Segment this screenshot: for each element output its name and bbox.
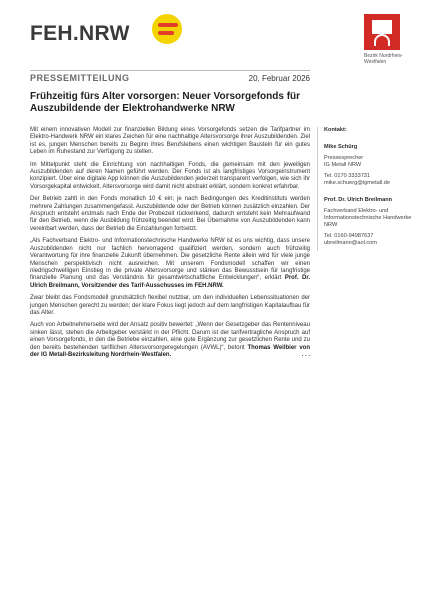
paragraph-6: [30, 322, 310, 359]
paragraph-3: Der Betrieb zahlt in den Fonds monatlich 10 € ein; je nach Bedingungen des Kreditinstituts werden mehrere Zahlungen zusammengefasst. Auszubildende oder der Betrieb können zusätzlich einzahlen. Der Anspruch entsteht erstmals nach Ende der Probezeit rückwirkend, dadurch entsteht kein Mehraufwand für den Betrieb, wenn die Ausbildung frühzeitig beendet wird. Bei Übernahme von Auszubildenden kann vereinbart werden, dass der Betrieb die Einzahlungen fortsetzt.: [30, 196, 310, 232]
quote2-attribution: Thomas Weilbier von der IG Metall-Bezirksleitung Nordrhein-Westfalen.: [30, 344, 310, 358]
paragraph-5: Zwar bleibt das Fondsmodell grundsätzlich flexibel nutzbar, um den individuellen Lebenssituationen der jungen Menschen gerecht zu werden; der klare Fokus liegt jedoch auf dem langfristigen Kapitalaufbau für das Alter.: [30, 295, 310, 316]
contact-1-role-line1: Pressesprecher: [324, 155, 364, 161]
contact-1-name: Mike Schürg: [324, 144, 358, 150]
paragraph-1: Mit einem innovativen Modell zur finanziellen Bildung eines Vorsorgefonds setzen die Tarifpartner im Elektro-Handwerk NRW ein klares Zeichen für eine nachhaltige Altersvorsorge ihrer Auszubildenden. Ziel ist es, jungen Menschen bereits zu Beginn ihres Berufslebens einen wichtigen Baustein für ein gutes Leben im Ruhestand zur Verfügung zu stellen.: [30, 127, 310, 156]
quote-attribution: Prof. Dr. Ulrich Breilmann, Vorsitzender des Tarif-Ausschusses im FEH.NRW.: [30, 275, 311, 289]
article-title: Frühzeitig fürs Alter vorsorgen: Neuer Vorsorgefonds für Auszubildende der Elektrohandwerke NRW: [30, 91, 301, 114]
contact-1-role-line2: IG Metall NRW: [324, 162, 362, 168]
quote-text: „Als Fachverband Elektro- und Informationstechnische Handwerke NRW ist es uns wichtig, dass unsere Auszubildenden nicht nur fachlich hervorragend qualifiziert werden, sondern auch frühzeitig Verantwortung für ihre finanzielle Zukunft übernehmen. Die gesetzliche Rente allein wird für viele junge Menschen perspektivisch nicht ausreichen. Mit unserem Fondsmodell schaffen wir einen niedrigschwelligen Einstieg in die private Altersvorsorge und stärken das Bewusstsein für langfristige finanzielle Planung und das Verständnis für gesamtwirtschaftliche Entwicklungen“, erklärt: [30, 238, 310, 282]
e-marke-logo-icon: [152, 14, 182, 44]
continued-marker: . . .: [301, 351, 310, 358]
quote2-text: Auch von Arbeitnehmerseite wird der Ansatz positiv bewertet: „Wenn der Gesetzgeber das Rentenniveau sinken lässt, stehen die Arbeitgeber verstärkt in der Pflicht. Darum ist der tarifvertragliche Anspruch auf einen Vorsorgefonds, in den die Betriebe einzahlen, eine gute Ergänzung zur gesetzlichen Rente und zu den bereits bestehenden tariflichen Altersvorsorgeregelungen (AVWL)“, betont: [30, 322, 310, 351]
article-body: [30, 127, 310, 364]
contact-2-phone: Tel. 0160-94987637: [324, 233, 374, 239]
header-divider: [30, 70, 310, 71]
contact-label: Kontakt:: [324, 127, 347, 133]
ig-metall-logo-icon: [364, 14, 400, 50]
ig-logo-caption: Bezirk Nordrhein-Westfalen: [364, 53, 403, 65]
feh-nrw-logo-text: FEH.NRW: [30, 22, 130, 45]
contact-1-phone: Tel. 0170 3333731: [324, 173, 371, 179]
paragraph-2: Im Mittelpunkt steht die Einrichtung von nachhaltigen Fonds, die gemeinsam mit den jeweiligen Auszubildenden auf deren Namen geführt werden. Der Fonds ist als langfristiges Vorsorgeinstrument konzipiert. Über eine digitale App können die Auszubildenden jederzeit transparent verfolgen, wie sich ihr Vorsorgekapital entwickelt. Altersvorsorge wird damit nicht abstrakt erklärt, sondern konkret erfahrbar.: [30, 161, 310, 190]
contact-2-email[interactable]: ubreilmann@aol.com: [324, 240, 377, 246]
contact-1-email[interactable]: mike.schuerg@igmetall.de: [324, 180, 390, 186]
contact-2-name: Prof. Dr. Ulrich Breilmann: [324, 197, 393, 203]
press-date: 20. Februar 2026: [248, 74, 310, 83]
section-label: PRESSEMITTEILUNG: [30, 73, 130, 83]
contact-sidebar: [317, 127, 414, 251]
contact-2-org: Fachverband Elektro- und Informationstechnische Handwerke NRW: [324, 208, 412, 228]
paragraph-4: [30, 238, 310, 290]
